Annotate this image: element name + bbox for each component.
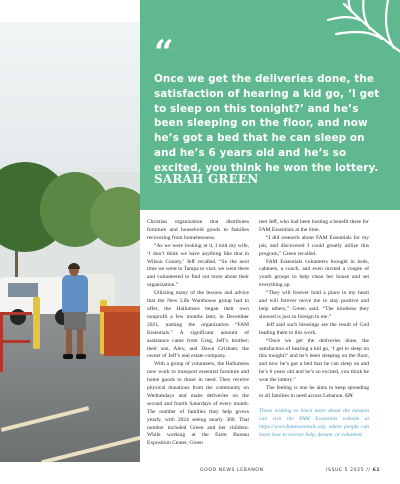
photo-person-shirt bbox=[62, 275, 88, 313]
article-paragraph: Jeff said such blessings are the result of God leading them to this work. bbox=[259, 321, 369, 336]
article-final-text: The feeling is one he aims to keep spreading to all families in need across Lebanon. bbox=[259, 385, 369, 399]
article-paragraph: “Once we get the deliveries done, the satisfaction of hearing a kid go, ‘I get to sleep on this tonight?’ and he’s been sleeping on the floor, and now he’s got a bed that he can sleep on and he’s 6 years old and he’s so excited, you think he won the lottery.” bbox=[259, 337, 369, 384]
photo-sky bbox=[0, 22, 140, 172]
photo-cart bbox=[104, 312, 140, 356]
article-paragraph: met Jeff, who had been hosting a benefit there for FAM Essentials at the time. bbox=[259, 219, 369, 233]
article-photo bbox=[0, 22, 140, 462]
pull-quote-text: Once we get the deliveries done, the satisfaction of hearing a kid go, ‘I get to sleep on this tonight?’ and he’s been sleeping on the floor, and now he’s got a bed that he can sleep on and he’s 6 years old and he’s so excited, you think he won the lottery. bbox=[154, 73, 380, 174]
leaf-icon bbox=[306, 0, 400, 66]
article-paragraph: FAM Essentials volunteers brought in beds, cabinets, a couch, and even invited a couple of youth groups to help clean her house and set everything up. bbox=[259, 258, 369, 289]
photo-person-shoe bbox=[63, 354, 73, 359]
article-column-2 bbox=[259, 219, 369, 439]
article-paragraph: “As we were looking at it, I told my wife, ‘I don’t think we have anything like that in Wilson County,’ Jeff recalled. “So the next time we went to Tampa to visit, we went there and volunteered to find out more about their organization.” bbox=[147, 242, 249, 289]
page-number: 61 bbox=[372, 468, 381, 473]
photo-red-railing bbox=[0, 340, 30, 343]
photo-person-hair bbox=[68, 263, 80, 269]
photo-person-shoe bbox=[76, 354, 86, 359]
article-paragraph: “I did research about FAM Essentials for my job, and discovered I could greatly utilize this program,” Green recalled. bbox=[259, 234, 369, 257]
article-column-1 bbox=[147, 219, 249, 448]
footer-issue-label: ISSUE 5 2025 // bbox=[326, 468, 371, 473]
photo-person-leg bbox=[66, 329, 72, 355]
article-paragraph: “They will forever hold a place in my heart and will forever move me to stay positive and help others,” Green said. “The kindness they showed is just so foreign to me.” bbox=[259, 290, 369, 320]
photo-truck-window bbox=[8, 283, 38, 297]
footer-magazine-name: GOOD NEWS LEBANON bbox=[200, 468, 264, 473]
end-mark: GN bbox=[345, 393, 353, 399]
article-paragraph-final bbox=[259, 385, 369, 401]
article-paragraph: Christian organization that distributes furniture and household goods to families recovering from homelessness. bbox=[147, 219, 249, 241]
photo-person-shorts bbox=[64, 312, 86, 330]
article-paragraph: Utilizing many of the lessons and advice that the New Life Warehouse group had to offer, the Hallumses began their own nonprofit a few months later, in December 2021, naming the organization “FAM Essentials.” A significant amount of assistance came from Greg, Jeff’s brother; their son, Alex; and Dawn Grisham, the owner of Jeff’s real estate company. bbox=[147, 290, 249, 360]
photo-yellow-bollard bbox=[33, 297, 40, 349]
article-paragraph: With a group of volunteers, the Hallumses now work to transport essential furniture and home goods to those in need. They receive physical donations from the community on Wednesdays and make deliveries on the second and fourth Saturdays of every month. The number of families they help grows yearly, with 2024 seeing nearly 300. That number included Green and her children. While working at the Farm Bureau Exposition Center, Green bbox=[147, 361, 249, 447]
website-sidenote: Those wishing to learn more about the mission can visit the FAM Essentials website at https://www.famessentials.org, where people can learn how to receive help, donate, or volunteer. bbox=[259, 407, 369, 438]
footer-issue bbox=[326, 468, 380, 473]
pull-quote-author: SARAH GREEN bbox=[154, 172, 259, 186]
quote-mark: “ bbox=[154, 33, 174, 73]
photo-person-leg bbox=[77, 329, 83, 355]
